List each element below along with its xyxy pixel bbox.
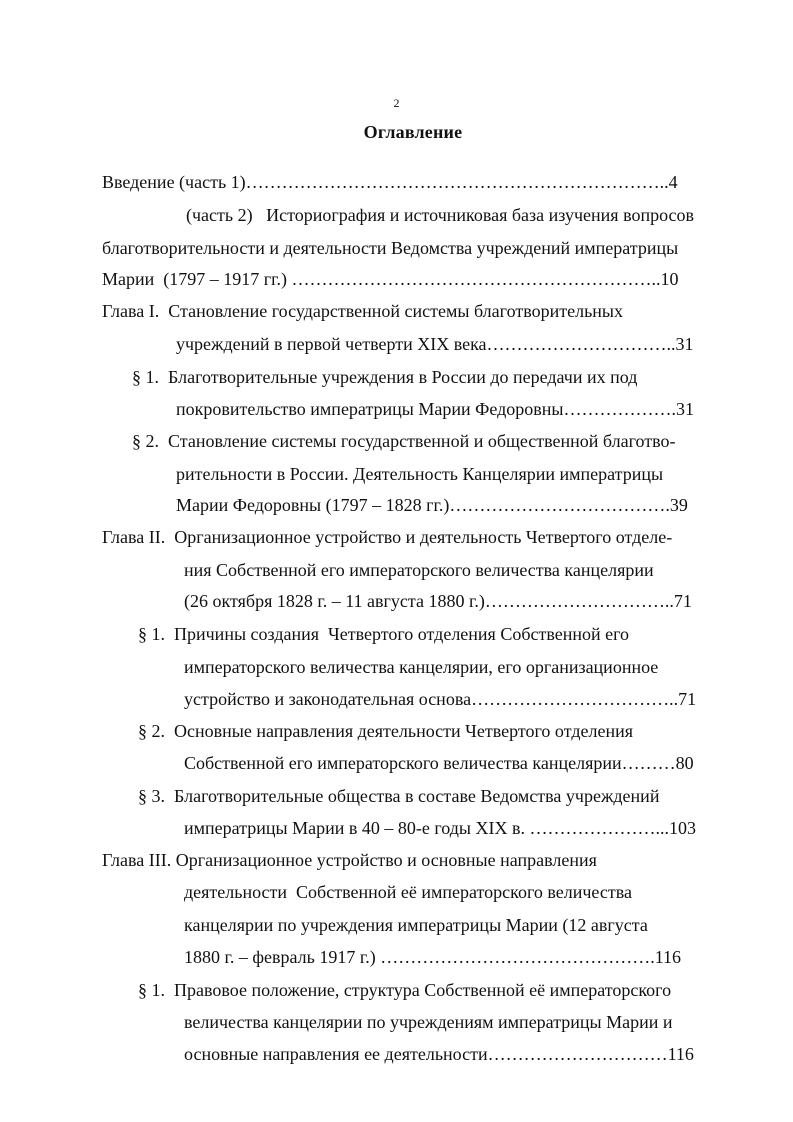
toc-line: Марии Федоровны (1797 – 1828 гг.)……………………………….39 <box>176 495 688 515</box>
toc-line: рительности в России. Деятельность Канцелярии императрицы <box>176 464 664 484</box>
toc-line: учреждений в первой четверти XIX века…………………………..31 <box>176 334 694 354</box>
toc-line: Собственной его императорского величества канцелярии………80 <box>184 753 694 773</box>
toc-chapter-2: Глава II. Организационное устройство и деятельность Четвертого отделе- <box>102 527 673 547</box>
toc-introduction-part1: Введение (часть 1)……………………………………………………………..4 <box>102 172 678 192</box>
toc-line: императорского величества канцелярии, его организационное <box>184 657 659 677</box>
toc-line: императрицы Марии в 40 – 80-е годы XIX в. …………………...103 <box>184 818 697 838</box>
toc-chapter-1-section-1: § 1. Благотворительные учреждения в России до передачи их под <box>132 367 638 387</box>
toc-chapter-1: Глава I. Становление государственной системы благотворительных <box>102 301 623 321</box>
toc-line: 1880 г. – февраль 1917 г.) ……………………………………….116 <box>184 947 682 967</box>
toc-chapter-2-section-1: § 1. Причины создания Четвертого отделения Собственной его <box>138 624 630 644</box>
toc-chapter-2-section-3: § 3. Благотворительные общества в составе Ведомства учреждений <box>138 786 660 806</box>
toc-line: основные направления ее деятельности…………………………116 <box>184 1044 694 1064</box>
page-number: 2 <box>393 96 400 110</box>
toc-chapter-1-section-2: § 2. Становление системы государственной и общественной благотво- <box>132 431 676 451</box>
toc-title: Оглавление <box>363 122 463 142</box>
toc-line: Марии (1797 – 1917 гг.) ……………………………………………………..10 <box>102 269 679 289</box>
toc-chapter-3-section-1: § 1. Правовое положение, структура Собственной её императорского <box>138 980 672 1000</box>
toc-chapter-2-section-2: § 2. Основные направления деятельности Четвертого отделения <box>138 721 633 741</box>
toc-line: благотворительности и деятельности Ведомства учреждений императрицы <box>102 238 679 258</box>
toc-line: (26 октября 1828 г. – 11 августа 1880 г.)…………………………..71 <box>184 591 692 611</box>
toc-chapter-3: Глава III. Организационное устройство и основные направления <box>102 850 597 870</box>
toc-line: ния Собственной его императорского величества канцелярии <box>184 560 654 580</box>
toc-introduction-part2: (часть 2) Историография и источниковая база изучения вопросов <box>186 205 695 225</box>
toc-line: устройство и законодательная основа……………………………..71 <box>184 689 697 709</box>
toc-line: величества канцелярии по учреждениям императрицы Марии и <box>184 1012 673 1032</box>
toc-line: канцелярии по учреждения императрицы Марии (12 августа <box>184 915 648 935</box>
toc-line: покровительство императрицы Марии Федоровны……………….31 <box>176 399 695 419</box>
toc-line: деятельности Собственной её императорского величества <box>184 882 632 902</box>
